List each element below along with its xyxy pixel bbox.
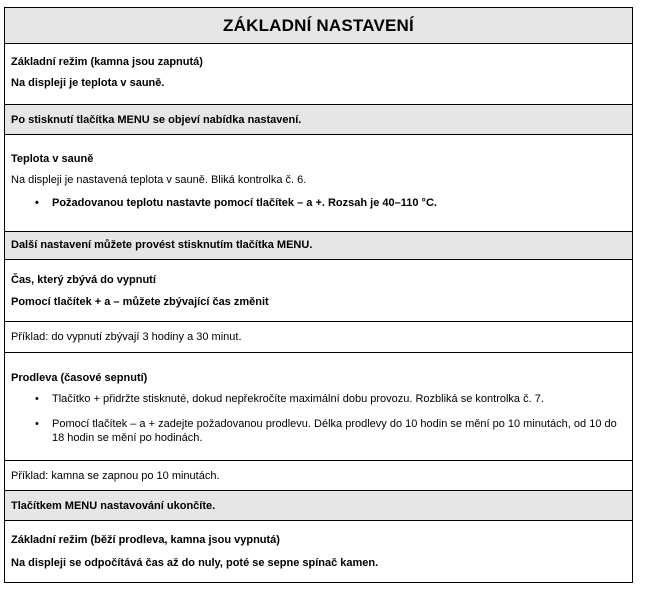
section-line: Na displeji je teplota v sauně.: [11, 77, 165, 89]
bullet-text: Pomocí tlačítek – a + zadejte požadovanou prodlevu. Délka prodlevy do 10 hodin se mění po 10 minutách, od 10 do 18 hodin se mění po hodinách.: [52, 418, 617, 444]
bullet-text: Tlačítko + přidržte stisknuté, dokud nepřekročíte maximální dobu provozu. Rozbliká se kontrolka č. 7.: [52, 393, 544, 405]
menu-band-2: [5, 232, 632, 260]
bullet-item: [5, 196, 632, 210]
menu-band-3: [5, 491, 632, 521]
section-delay: [5, 353, 632, 461]
bullet-icon: •: [35, 393, 39, 405]
title-row: [5, 8, 632, 44]
bullet-item: [5, 392, 632, 406]
example-row-2: [5, 461, 632, 491]
band-text: Po stisknutí tlačítka MENU se objeví nabídka nastavení.: [11, 114, 302, 126]
section-heading: Čas, který zbývá do vypnutí: [11, 274, 156, 286]
band-text: Tlačítkem MENU nastavování ukončíte.: [11, 500, 216, 512]
bullet-icon: •: [35, 197, 39, 209]
page-title: ZÁKLADNÍ NASTAVENÍ: [223, 15, 414, 35]
section-heading: Teplota v sauně: [11, 153, 94, 165]
section-basic-mode-on: [5, 44, 632, 105]
band-text: Další nastavení můžete provést stisknutím tlačítka MENU.: [11, 239, 313, 251]
section-heading: Základní režim (běží prodleva, kamna jsou vypnutá): [11, 534, 280, 546]
settings-document: [4, 7, 633, 583]
example-text: Příklad: kamna se zapnou po 10 minutách.: [11, 470, 220, 482]
section-heading: Prodleva (časové sepnutí): [11, 372, 148, 384]
example-text: Příklad: do vypnutí zbývají 3 hodiny a 30 minut.: [11, 331, 242, 343]
section-time-remaining: [5, 260, 632, 322]
section-line: Pomocí tlačítek + a – můžete zbývající čas změnit: [11, 296, 269, 308]
section-basic-mode-delay: [5, 521, 632, 583]
bullet-icon: •: [35, 418, 39, 430]
section-heading: Základní režim (kamna jsou zapnutá): [11, 56, 203, 68]
bullet-text: Požadovanou teplotu nastavte pomocí tlačítek – a +. Rozsah je 40–110 °C.: [52, 197, 437, 209]
section-line: Na displeji je nastavená teplota v sauně. Bliká kontrolka č. 6.: [11, 174, 307, 186]
section-sauna-temperature: [5, 135, 632, 232]
example-row-1: [5, 322, 632, 353]
menu-band-1: [5, 105, 632, 135]
section-line: Na displeji se odpočítává čas až do nuly, poté se sepne spínač kamen.: [11, 557, 379, 569]
bullet-item: [5, 417, 632, 445]
